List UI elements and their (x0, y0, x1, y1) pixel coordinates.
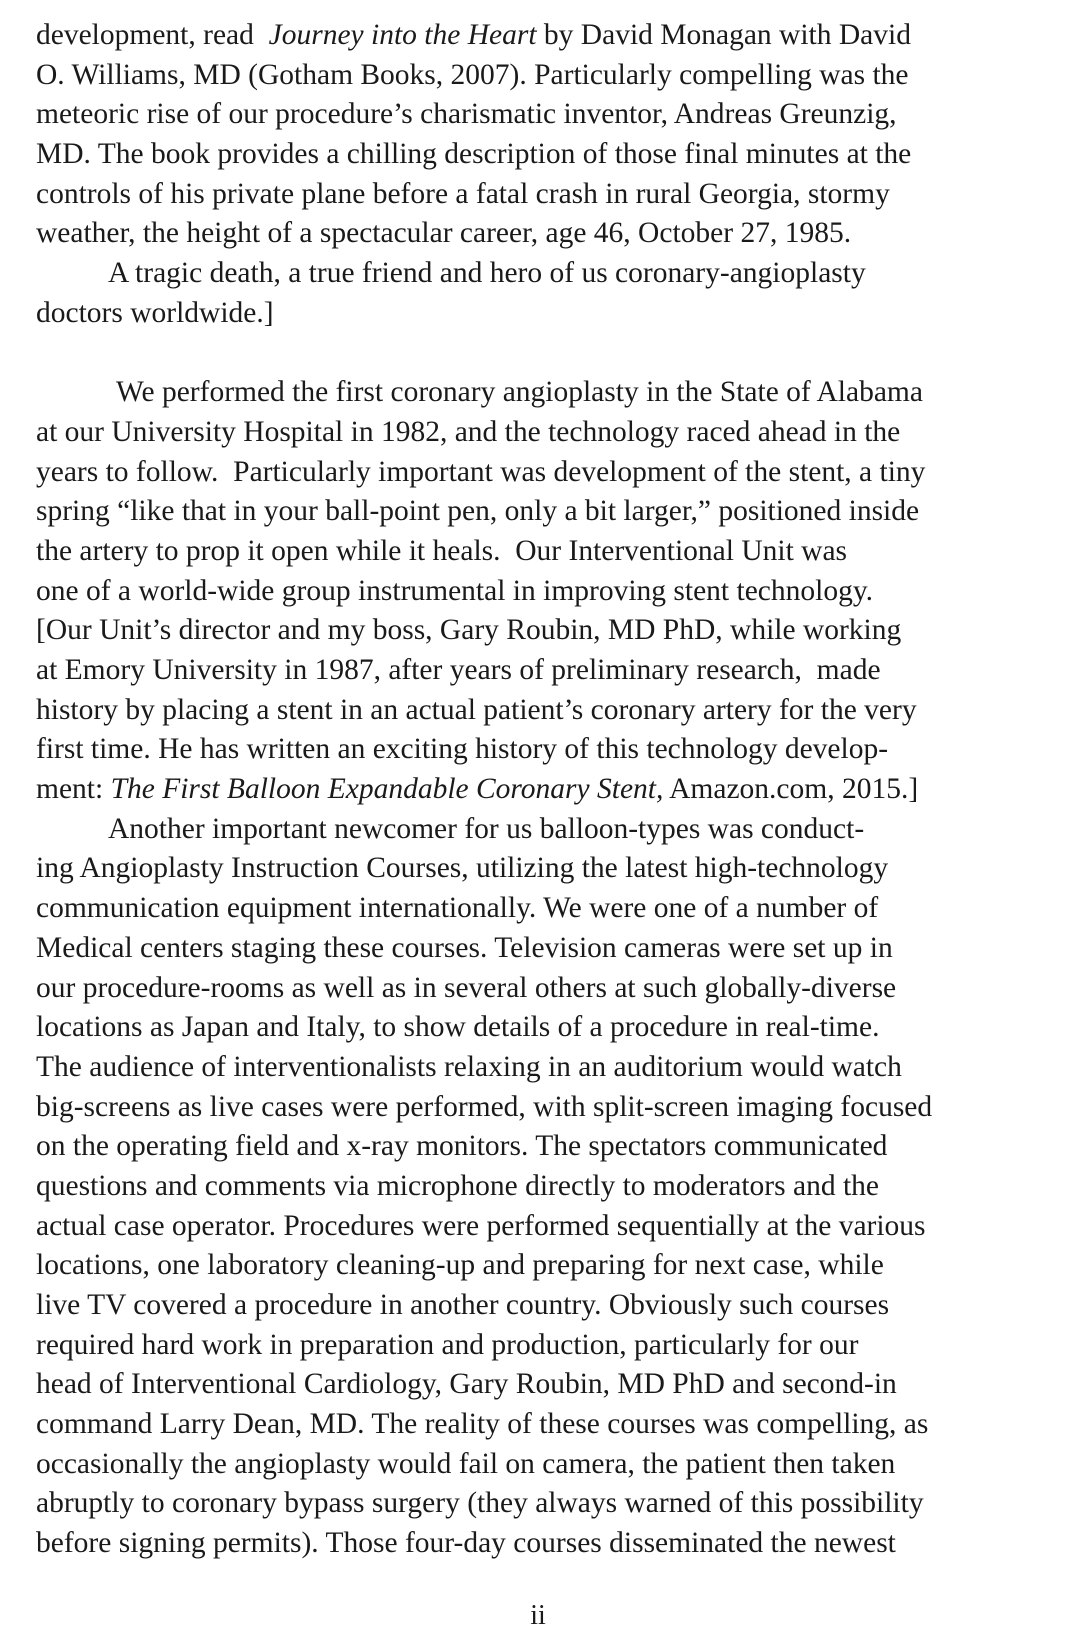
book-title: Journey into the Heart (268, 19, 537, 51)
text-line: development, read Journey into the Heart by David Monagan with David (36, 19, 911, 51)
text-line: [Our Unit’s director and my boss, Gary Roubin, MD PhD, while working (36, 614, 902, 647)
text-line: O. Williams, MD (Gotham Books, 2007). Particularly compelling was the (36, 58, 909, 91)
paragraph-instruction-courses (36, 810, 1046, 1564)
text-line: actual case operator. Procedures were performed sequentially at the various (36, 1209, 926, 1242)
text-line: the artery to prop it open while it heals. Our Interventional Unit was (36, 534, 848, 567)
text-line: required hard work in preparation and production, particularly for our (36, 1328, 859, 1361)
text-line: A tragic death, a true friend and hero of us coronary-angioplasty (108, 257, 866, 290)
text-line: occasionally the angioplasty would fail on camera, the patient then taken (36, 1447, 896, 1480)
text-line: questions and comments via microphone directly to moderators and the (36, 1169, 879, 1202)
text-line: locations, one laboratory cleaning-up and preparing for next case, while (36, 1249, 884, 1282)
text-line: controls of his private plane before a fatal crash in rural Georgia, stormy (36, 177, 890, 210)
text-line: years to follow. Particularly important was development of the stent, a tiny (36, 455, 926, 488)
book-page (36, 16, 1046, 1564)
text-line: locations as Japan and Italy, to show details of a procedure in real-time. (36, 1011, 880, 1044)
text-line: before signing permits). Those four-day courses disseminated the newest (36, 1527, 896, 1560)
text-line: ing Angioplasty Instruction Courses, utilizing the latest high-technology (36, 852, 889, 885)
text-line: at our University Hospital in 1982, and the technology raced ahead in the (36, 415, 901, 448)
text-line: Another important newcomer for us balloon-types was conduct- (108, 812, 865, 845)
text-line: The audience of interventionalists relaxing in an auditorium would watch (36, 1050, 902, 1083)
text-line: meteoric rise of our procedure’s charismatic inventor, Andreas Greunzig, (36, 98, 897, 131)
text-line: command Larry Dean, MD. The reality of these courses was compelling, as (36, 1408, 929, 1441)
text-line: Medical centers staging these courses. Television cameras were set up in (36, 931, 893, 964)
text-line: our procedure-rooms as well as in several others at such globally-diverse (36, 971, 897, 1004)
text-line: history by placing a stent in an actual patient’s coronary artery for the very (36, 693, 917, 726)
text-line: live TV covered a procedure in another country. Obviously such courses (36, 1289, 890, 1321)
text-line: spring “like that in your ball-point pen, only a bit larger,” positioned inside (36, 495, 920, 528)
paragraph-spacer (36, 334, 1046, 374)
text-line: abruptly to coronary bypass surgery (they always warned of this possibility (36, 1487, 924, 1520)
paragraph-tragic-death (36, 254, 1046, 333)
text-line: communication equipment internationally. We were one of a number of (36, 892, 879, 925)
text-line: ment: The First Balloon Expandable Coronary Stent, Amazon.com, 2015.] (36, 773, 919, 806)
paragraph-first-angioplasty (36, 373, 1046, 810)
text-line: weather, the height of a spectacular career, age 46, October 27, 1985. (36, 217, 852, 250)
text-line: one of a world-wide group instrumental in improving stent technology. (36, 574, 874, 607)
text-line: head of Interventional Cardiology, Gary Roubin, MD PhD and second-in (36, 1368, 897, 1401)
text-line: big-screens as live cases were performed, with split-screen imaging focused (36, 1090, 933, 1123)
text-line: at Emory University in 1987, after years of preliminary research, made (36, 654, 881, 686)
text-line: on the operating field and x-ray monitors. The spectators communicated (36, 1130, 888, 1163)
book-title: The First Balloon Expandable Coronary Stent, (110, 773, 664, 806)
paragraph-book-reference (36, 16, 1046, 254)
text-line: first time. He has written an exciting history of this technology develop- (36, 733, 889, 766)
page-number: ii (530, 1600, 546, 1631)
text-line: doctors worldwide.] (36, 296, 274, 329)
text-line: We performed the first coronary angioplasty in the State of Alabama (116, 376, 923, 409)
text-line: MD. The book provides a chilling description of those final minutes at the (36, 138, 912, 171)
